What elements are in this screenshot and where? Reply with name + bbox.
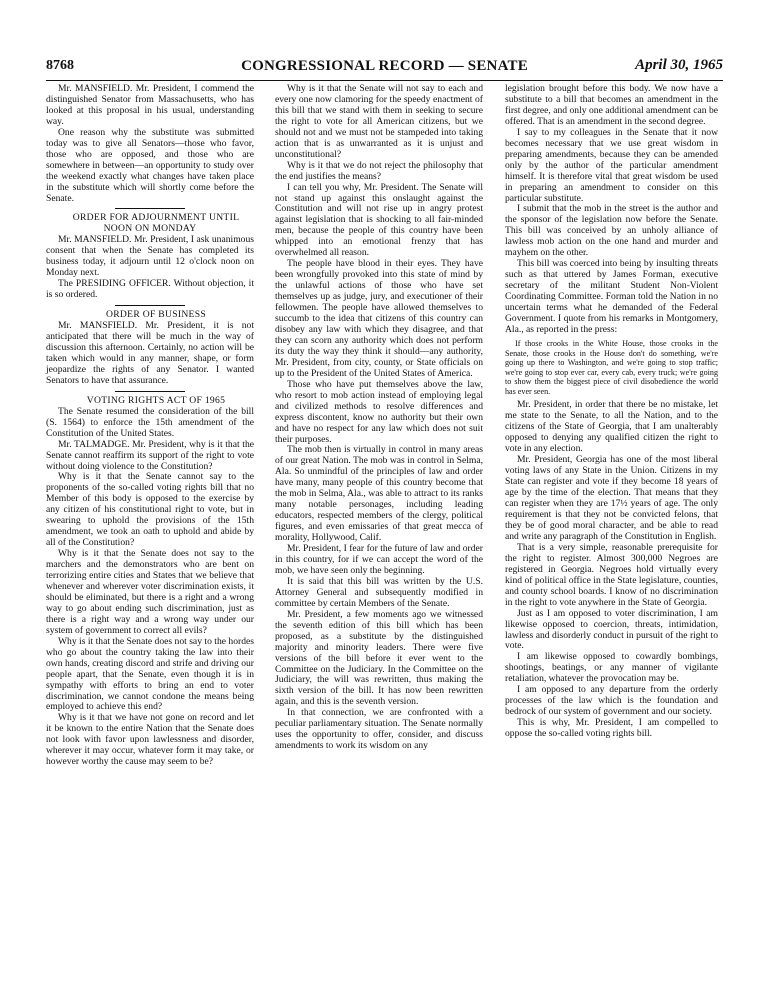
block-quote: If those crooks in the White House, those crooks in the Senate, those crooks in the House don't do something, we're going up there to Washington, and we're going to stop traffic; we're going to stop ever car, every cab, every truck; we're going to show them the biggest piece of civil disobedience the world has ever seen. bbox=[505, 338, 718, 396]
paragraph: I submit that the mob in the street is the author and the sponsor of the legislation now before the Senate. This bill was conceived by an unholy alliance of lawless mob action on the one hand and murder and mayhem on the other. bbox=[505, 203, 718, 259]
section-divider bbox=[115, 208, 185, 209]
paragraph: This is why, Mr. President, I am compelled to oppose the so-called voting rights bill. bbox=[505, 717, 718, 740]
paragraph: One reason why the substitute was submitted today was to give all Senators—those who favor, those who are opposed, and those who are somewhere in between—an opportunity to study over the weekend exactly what changes have taken place in the substitute which will shortly come before the Senate. bbox=[46, 126, 254, 204]
paragraph: In that connection, we are confronted with a peculiar parliamentary situation. The Senate normally uses the opportunity to offer, consider, and discuss amendments to work its wisdom on any bbox=[275, 707, 483, 752]
paragraph: Mr. President, Georgia has one of the most liberal voting laws of any State in the Union. Citizens in my State can register and vote if they become 18 years of age by the time of the election. That means that they can register when they are 17½ years of age. The only requirement is that they not be convicted felons, that they be of good moral character, and be able to read and write any paragraph of the Constitution in English. bbox=[505, 454, 718, 542]
paragraph: legislation brought before this body. We now have a substitute to a bill that becomes an amendment in the first degree, and only one additional amendment can be offered. That is an amendment in the second degree. bbox=[505, 83, 718, 127]
column-2 bbox=[275, 84, 483, 752]
paragraph: Why is it that we do not reject the philosophy that the end justifies the means? bbox=[275, 159, 483, 182]
paragraph: Mr. MANSFIELD. Mr. President, it is not anticipated that there will be much in the way of discussion this afternoon. Certainly, no action will be taken which would in any manner, shape, or form jeopardize the rights of any Senator. I wanted Senators to have that assurance. bbox=[46, 320, 254, 386]
paragraph: The Senate resumed the consideration of the bill (S. 1564) to enforce the 15th amendment of the Constitution of the United States. bbox=[46, 405, 254, 439]
section-heading: ORDER OF BUSINESS bbox=[106, 309, 206, 321]
paragraph: Just as I am opposed to voter discrimination, I am likewise opposed to coercion, threats, intimidation, lawless and disorderly conduct in pursuit of the right to vote. bbox=[505, 607, 718, 652]
paragraph: Mr. TALMADGE. Mr. President, why is it that the Senate cannot reaffirm its support of the right to vote without doing violence to the Constitution? bbox=[46, 438, 254, 472]
paragraph: I can tell you why, Mr. President. The Senate will not stand up against this onslaught against the Constitution and will not rise up in angry protest against legislation that is shocking to all fair-minded men, because the people of this country have been whipped into an emotional frenzy that has overwhelmed all reason. bbox=[275, 181, 483, 259]
page-header bbox=[46, 58, 723, 82]
paragraph: Those who have put themselves above the law, who resort to mob action instead of employing legal and civilized methods to resolve differences and express discontent, know no authority but their own and have no respect for any law which does not suit their purposes. bbox=[275, 378, 483, 445]
paragraph: I am likewise opposed to cowardly bombings, shootings, beatings, or any manner of vigilante retaliation, whatever the provocation may be. bbox=[505, 651, 718, 685]
paragraph: The people have blood in their eyes. They have been wrongfully provoked into this state of mind by the unlawful actions of those who have set themselves up as judge, jury, and executioner of their fellowmen. The people have allowed themselves to succumb to the idea that citizens of this country can disobey any law with which they disagree, and that they can scorn any authority which does not perform its duty the way they think it should—any authority, Mr. President, from city, county, or State officials on up to the President of the United States of America. bbox=[275, 258, 483, 379]
issue-date: April 30, 1965 bbox=[635, 57, 723, 73]
paragraph: Mr. MANSFIELD. Mr. President, I commend the distinguished Senator from Massachusetts, who has looked at this proposal in his usual, understanding way. bbox=[46, 83, 254, 127]
page-number: 8768 bbox=[46, 58, 74, 73]
column-1 bbox=[46, 84, 254, 768]
paragraph: Mr. President, a few moments ago we witnessed the seventh edition of this bill which has been proposed, as a substitute by the distinguished majority and minority leaders. There were five versions of the bill before it ever went to the Committee on the Judiciary. In the Committee on the Judiciary, the will was rewritten, thus making the sixth version of the bill. It has now been rewritten again, and this is the seventh version. bbox=[275, 608, 483, 708]
header-rule bbox=[46, 80, 723, 81]
paragraph: Why is it that the Senate will not say to each and every one now clamoring for the speedy enactment of this bill that we stand with them in seeking to secure the right to vote for all American citizens, but we should not and we must not be stampeded into taking action that is as unwarranted as it is unjust and unconstitutional? bbox=[275, 83, 483, 160]
publication-title: CONGRESSIONAL RECORD — SENATE bbox=[241, 58, 528, 74]
paragraph: Why is it that the Senate cannot say to the proponents of the so-called voting rights bill that no Member of this body is opposed to the exercise by any citizen of his constitutional right to vote, but in swearing to uphold the provisions of the 15th amendment, we took an oath to uphold and abide by all of the Constitution? bbox=[46, 471, 254, 549]
paragraph: The mob then is virtually in control in many areas of our great Nation. The mob was in control in Selma, Ala. So unmindful of the principles of law and order have many, many people of this country become that the mob in Selma, Ala., was able to attract to its ranks many notable personages, including leading educators, respected members of the clergy, political figures, and even emissaries of that great mecca of morality, Hollywood, Calif. bbox=[275, 444, 483, 544]
paragraph: Mr. MANSFIELD. Mr. President, I ask unanimous consent that when the Senate has completed its business today, it adjourn until 12 o'clock noon on Monday next. bbox=[46, 234, 254, 279]
section-divider bbox=[115, 391, 185, 392]
paragraph: Mr. President, in order that there be no mistake, let me state to the Senate, to all the Nation, and to the citizens of the State of Georgia, that I am unalterably opposed to denying any qualified citizen the right to vote in any election. bbox=[505, 399, 718, 455]
paragraph: That is a very simple, reasonable prerequisite for the right to register. Almost 300,000 Negroes are registered in Georgia. Negroes hold virtually every kind of political office in the State legislature, counties, and county school boards. I know of no discrimination in the right to vote anywhere in the State of Georgia. bbox=[505, 541, 718, 608]
paragraph: It is said that this bill was written by the U.S. Attorney General and subsequently modified in committee by certain Members of the Senate. bbox=[275, 575, 483, 609]
section-heading: ORDER FOR ADJOURNMENT UNTIL NOON ON MONDAY bbox=[72, 212, 240, 235]
paragraph: Why is it that the Senate does not say to the hordes who go about the country taking the law into their own hands, creating discord and strife and driving our people apart, that the Senate, even though it is in sympathy with efforts to bring an end to voter discrimination, we cannot condone the means being employed to achieve this end? bbox=[46, 635, 254, 713]
paragraph: I am opposed to any departure from the orderly processes of the law which is the foundation and bedrock of our system of government and our society. bbox=[505, 684, 718, 718]
section-heading: VOTING RIGHTS ACT OF 1965 bbox=[86, 394, 226, 406]
paragraph: I say to my colleagues in the Senate that it now becomes necessary that we use great wisdom in preparing amendments, because they can be amended only by the author of the particular amendment himself. It is therefore vital that great wisdom be used in preparing an amendment to consider on this particular substitute. bbox=[505, 126, 718, 204]
paragraph: Mr. President, I fear for the future of law and order in this country, for if we can accept the word of the mob, we have seen only the beginning. bbox=[275, 543, 483, 576]
paragraph: Why is it that we have not gone on record and let it be known to the entire Nation that the Senate does not look with favor upon lawlessness and disorder, wherever it may occur, whatever form it may take, or however worthy the cause may seem to be? bbox=[46, 712, 254, 768]
column-3 bbox=[505, 84, 718, 740]
paragraph: Why is it that the Senate does not say to the marchers and the demonstrators who are bent on terrorizing entire cities and States that we believe that whenever and wherever voter discrimination exists, it should be eliminated, but there is a right and a wrong way to go about ending such discrimination, just as there is a right way and a wrong way under our system of government to correct all evils? bbox=[46, 548, 254, 636]
section-divider bbox=[115, 305, 185, 306]
paragraph: The PRESIDING OFFICER. Without objection, it is so ordered. bbox=[46, 278, 254, 301]
paragraph: This bill was coerced into being by insulting threats such as that uttered by James Forman, executive secretary of the militant Student Non-Violent Coordinating Committee. Forman told the Nation in no uncertain terms what he demanded of the Federal Government. I quote from his remarks in Montgomery, Ala., as reported in the press: bbox=[505, 258, 718, 335]
